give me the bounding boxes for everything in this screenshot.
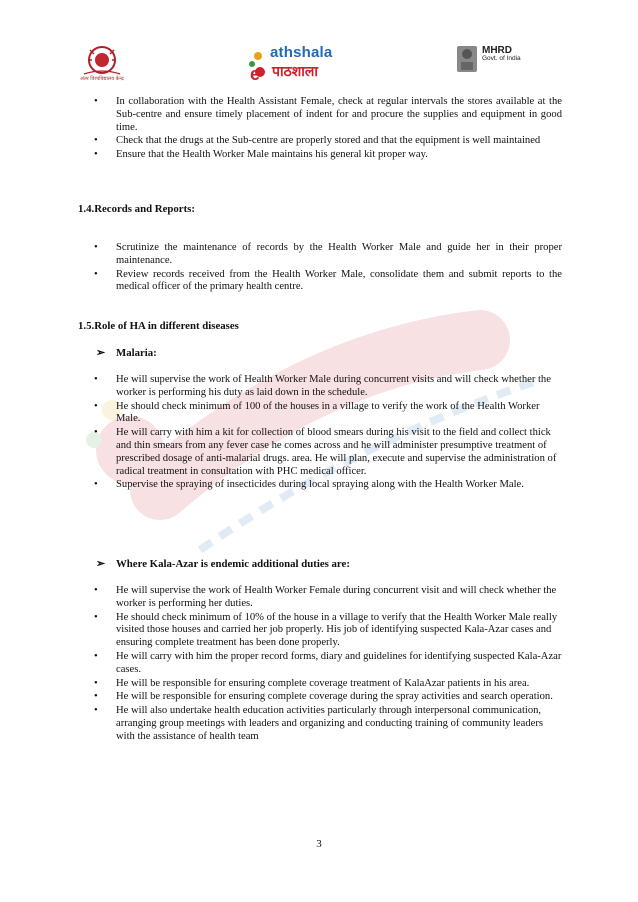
list-item: • Ensure that the Health Worker Male maintains his general kit proper way. <box>94 149 428 161</box>
list-item: • He will carry with him a kit for collection of blood smears during his visit to the field and collect thick and thin smears from any fever case he comes across and he will administer presumptive treatment of prescribed dosage of anti-malarial drugs. area. He will plan, execute and supervise the administration of radical treatment in consultation with PHC medical officer. <box>94 427 557 477</box>
mhrd-subtitle: Govt. of India <box>482 55 521 62</box>
bullet-icon: • <box>94 242 98 253</box>
emblem-caption: अंतर विश्वविद्यालय केन्द्र <box>80 76 124 82</box>
bullet-icon: • <box>94 427 98 439</box>
list-item: • He will be responsible for ensuring complete coverage treatment of KalaAzar patients in his area. <box>94 677 530 689</box>
bullet-icon: • <box>94 585 98 596</box>
role-heading: 1.5.Role of HA in different diseases <box>78 320 239 332</box>
kala-azar-heading <box>96 557 350 570</box>
mhrd-title: MHRD <box>482 45 512 56</box>
bullet-icon: • <box>94 400 98 412</box>
mhrd-label <box>482 45 521 62</box>
svg-text:e: e <box>250 64 261 84</box>
arrow-bullet-icon: ➢ <box>96 558 106 570</box>
bullet-icon: • <box>94 96 98 107</box>
bullet-icon: • <box>94 149 98 161</box>
page-number: 3 <box>316 838 322 850</box>
list-item: • Review records received from the Health Worker Male, consolidate them and submit reports to the medical officer of the primary health centre. <box>94 268 562 293</box>
arrow-bullet-icon: ➢ <box>96 347 106 359</box>
bullet-icon: • <box>94 479 98 491</box>
top-bullet-list <box>94 96 562 163</box>
bullet-icon: • <box>94 691 98 703</box>
malaria-heading <box>96 346 157 359</box>
list-item: • Check that the drugs at the Sub-centre are properly stored and that the equipment is well maintained <box>94 135 541 147</box>
records-heading: 1.4.Records and Reports: <box>78 203 195 215</box>
list-item: • He will be responsible for ensuring complete coverage during the spray activities and search operation. <box>94 691 553 703</box>
list-item: • Scrutinize the maintenance of records by the Health Worker Male and guide her in their proper maintenance. <box>94 242 562 266</box>
list-item: • He should check minimum of 10% of the house in a village to verify that the Health Worker Male really visited those houses and carried her job properly. His job of identifying suspected Kala-Azar cases and ensuring complete treatment has been done properly. <box>94 611 558 649</box>
bullet-icon: • <box>94 650 98 662</box>
kala-azar-bullet-list <box>94 585 562 745</box>
list-item: • He will supervise the work of Health Worker Male during concurrent visits and will check whether the worker is performing his duty as laid down in the schedule. <box>94 374 551 398</box>
records-bullet-list <box>94 242 562 295</box>
bullet-icon: • <box>94 268 98 280</box>
list-item: • In collaboration with the Health Assistant Female, check at regular intervals the stores available at the Sub-centre and ensure timely placement of indent for and procure the supplies and equipment in good time. <box>94 96 562 133</box>
list-item: • He will also undertake health education activities particularly through interpersonal communication, arranging group meetings with leaders and organizing and conducting training of community leaders with the assistance of health team <box>94 705 543 742</box>
bullet-icon: • <box>94 611 98 623</box>
list-item: • He should check minimum of 100 of the houses in a village to verify the work of the Health Worker Male. <box>94 400 540 425</box>
list-item: • Supervise the spraying of insecticides during local spraying along with the Health Worker Male. <box>94 479 524 491</box>
list-item: • He will supervise the work of Health Worker Female during concurrent visit and will check whether the worker is performing her duties. <box>94 585 557 609</box>
malaria-heading-text: Malaria: <box>116 347 157 359</box>
list-item: • He will carry with him the proper record forms, diary and guidelines for identifying suspected Kala-Azar cases. <box>94 650 562 675</box>
bullet-icon: • <box>94 705 98 717</box>
epathshala-logo-text: athshala <box>270 44 333 61</box>
malaria-bullet-list <box>94 374 562 493</box>
bullet-icon: • <box>94 135 98 147</box>
epathshala-logo-hindi: पाठशाला <box>272 64 318 80</box>
bullet-icon: • <box>94 374 98 385</box>
kala-azar-heading-text: Where Kala-Azar is endemic additional duties are: <box>116 558 350 570</box>
bullet-icon: • <box>94 677 98 689</box>
